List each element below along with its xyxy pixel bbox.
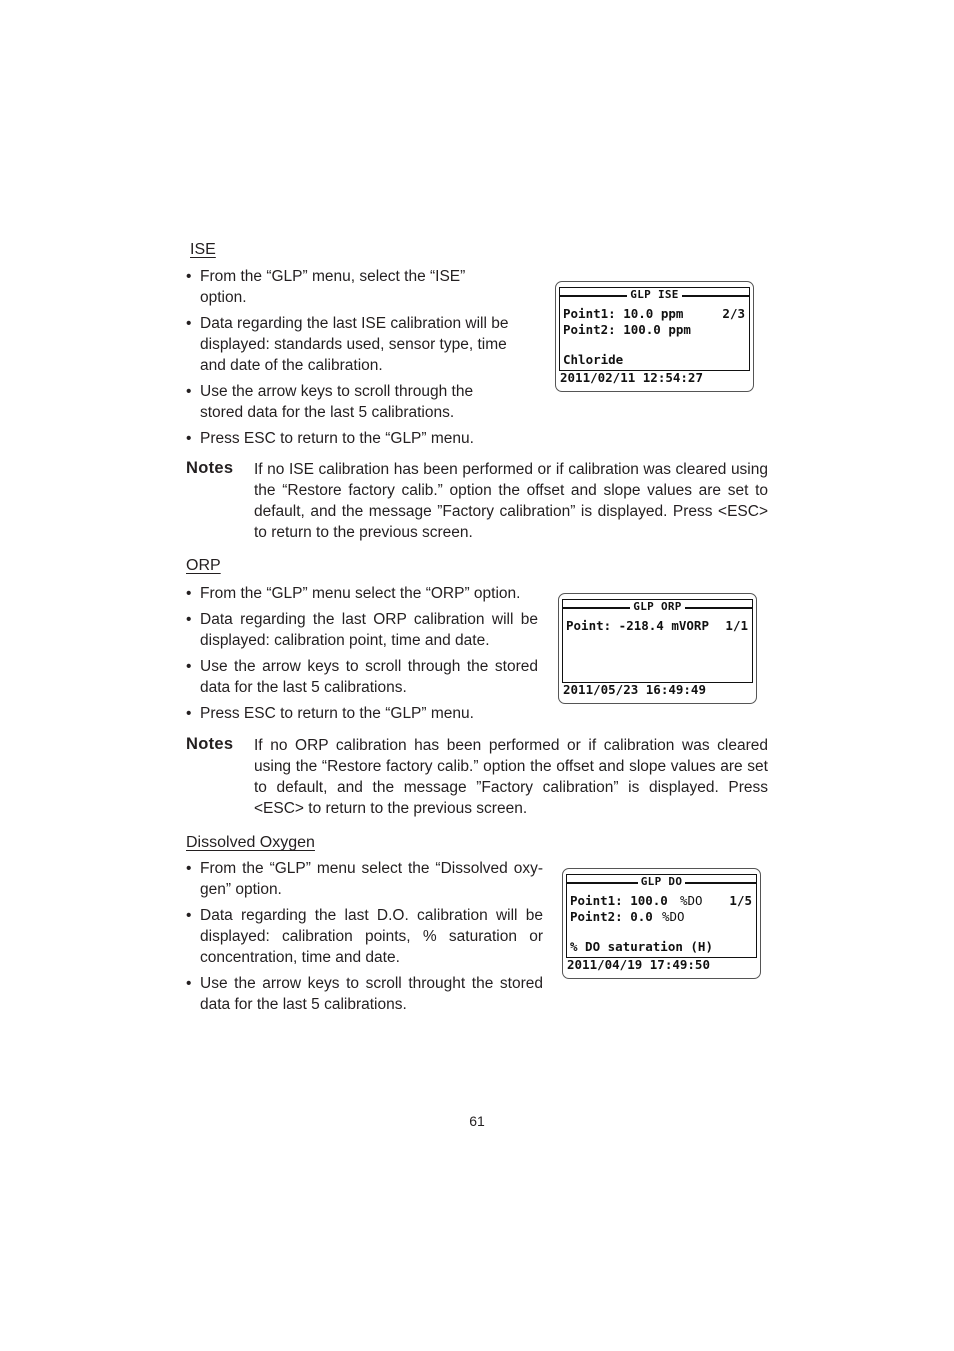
orp-lcd-row1: Point: -218.4 mVORP [566, 618, 709, 633]
orp-lcd-screen [558, 593, 757, 704]
orp-lcd-footer: 2011/05/23 16:49:49 [563, 682, 706, 697]
do-lcd-row2: Point2: 0.0 [570, 909, 653, 924]
list-item: • Data regarding the last ISE calibration will be displayed: standards used, sensor type, time and date of the calibration. [186, 313, 536, 377]
list-item: • Use the arrow keys to scroll throught the stored data for the last 5 calibrations. [186, 973, 543, 1015]
ise-notes-text: If no ISE calibration has been performed or if calibration was cleared using the “Restore factory calib.” option the offset and slope values are set to default, and the message ”Factory calibration” is displayed. Press <ESC> to return to the previous screen. [254, 461, 768, 541]
do-heading: Dissolved Oxygen [186, 834, 315, 851]
ise-lcd-display [559, 287, 750, 371]
do-lcd-row3: % DO saturation (H) [570, 939, 713, 954]
ise-bullet-list [186, 266, 536, 454]
orp-lcd-title: GLP ORP [630, 600, 684, 613]
do-lcd-row1: Point1: 100.0 [570, 893, 668, 908]
do-lcd-screen [562, 868, 761, 979]
ise-lcd-footer: 2011/02/11 12:54:27 [560, 370, 703, 385]
ise-lcd-index: 2/3 [722, 306, 745, 321]
list-item: • From the “GLP” menu select the “ORP” option. [186, 583, 538, 604]
do-lcd-title: GLP DO [638, 875, 686, 888]
do-lcd-row1-unit: %DO [680, 893, 703, 908]
do-lcd-footer: 2011/04/19 17:49:50 [567, 957, 710, 972]
list-item: • Data regarding the last D.O. calibration will be displayed: calibration points, % saturation or concentration, time and date. [186, 905, 543, 969]
orp-bullet-list [186, 583, 538, 728]
ise-lcd-row3: Chloride [563, 352, 624, 367]
orp-lcd-index: 1/1 [725, 618, 748, 633]
list-item: • Use the arrow keys to scroll through the stored data for the last 5 calibrations. [186, 656, 538, 698]
list-item: • From the “GLP” menu select the “Dissolved oxy-gen” option. [186, 858, 543, 900]
list-item: • Press ESC to return to the “GLP” menu. [186, 703, 538, 724]
orp-notes-label: Notes [186, 735, 234, 753]
ise-heading: ISE [190, 241, 216, 258]
ise-lcd-title: GLP ISE [627, 288, 681, 301]
orp-notes-text: If no ORP calibration has been performed or if calibration was cleared using the “Restore factory calib.” option the offset and slope values are set to default, and the message ”Factory calibration” is displayed. Press <ESC> to return to the previous screen. [254, 737, 768, 817]
do-bullet-list [186, 858, 543, 1020]
ise-lcd-row2: Point2: 100.0 ppm [563, 322, 691, 337]
orp-lcd-display [562, 599, 753, 683]
list-item: • Data regarding the last ORP calibration will be displayed: calibration point, time and date. [186, 609, 538, 651]
ise-notes-label: Notes [186, 459, 234, 477]
list-item: • Press ESC to return to the “GLP” menu. [186, 428, 536, 449]
do-lcd-row2-unit: %DO [662, 909, 685, 924]
list-item: • Use the arrow keys to scroll through the stored data for the last 5 calibrations. [186, 381, 500, 423]
do-lcd-index: 1/5 [729, 893, 752, 908]
do-lcd-display [566, 874, 757, 958]
orp-heading: ORP [186, 557, 221, 574]
ise-lcd-row1: Point1: 10.0 ppm [563, 306, 684, 321]
page-number: 61 [469, 1113, 485, 1129]
list-item: • From the “GLP” menu, select the “ISE” option. [186, 266, 490, 308]
ise-lcd-screen [555, 281, 754, 392]
